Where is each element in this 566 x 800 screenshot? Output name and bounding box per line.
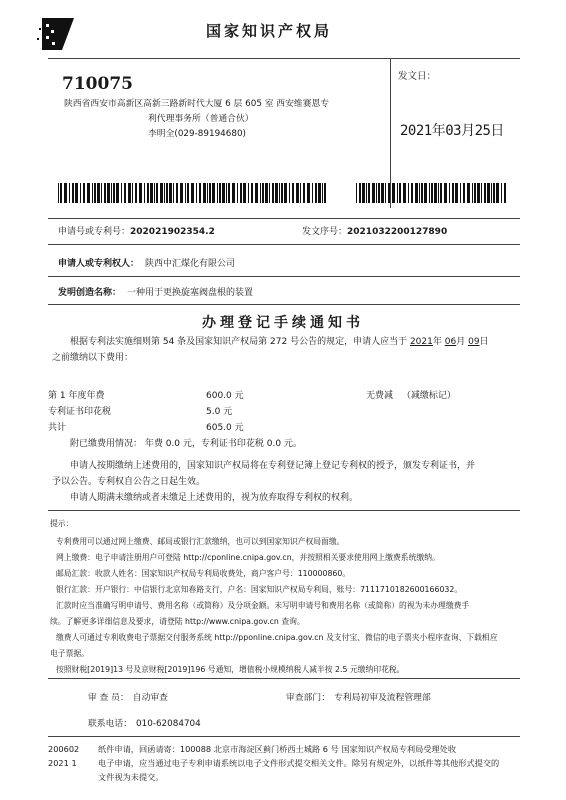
- fee-amount: 600.0 元: [206, 391, 244, 401]
- barcode-bar: [455, 183, 458, 203]
- barcode-bar: [429, 183, 430, 203]
- barcode-bar: [408, 183, 409, 203]
- barcode-bar: [376, 183, 377, 203]
- applicant-name: 陕西中汇煤化有限公司: [145, 259, 236, 269]
- fee-name: 第 1 年度年费: [48, 391, 105, 401]
- barcode-bar: [75, 183, 78, 203]
- notice-paragraph-2: 申请人期满未缴纳或者未缴足上述费用的，视为放弃取得专利权的权利。: [70, 493, 359, 503]
- address-line-1: 陕西省西安市高新区高新三路新时代大厦 6 层 605 室 西安维赛恩专: [64, 99, 330, 109]
- barcode-bar: [113, 183, 115, 203]
- barcode-bar: [463, 183, 465, 203]
- barcode-bar: [104, 183, 106, 203]
- barcode-bar: [203, 183, 206, 203]
- invention-name: 一种用于更换旋塞阀盘根的装置: [127, 288, 254, 298]
- barcode-bar: [240, 183, 242, 203]
- barcode-bar: [265, 183, 268, 203]
- department-label: 审查部门：: [286, 693, 330, 703]
- barcode-bar: [411, 183, 413, 203]
- barcode-bar: [58, 183, 59, 203]
- barcode-bar: [199, 183, 201, 203]
- info-rule-top: [48, 218, 520, 219]
- barcode-bar: [154, 183, 155, 203]
- barcode-bar: [300, 183, 301, 203]
- info-rule-2: [48, 276, 520, 277]
- barcode-bar: [501, 183, 502, 203]
- barcode-bar: [262, 183, 264, 203]
- notice-paragraph-1: [52, 458, 522, 490]
- examiner-label: 审 查 员：: [88, 693, 129, 703]
- barcode-bar: [212, 183, 215, 203]
- notice-intro: [52, 334, 522, 350]
- barcode-bar: [322, 183, 323, 203]
- barcode-bar: [237, 183, 238, 203]
- barcode-bar: [399, 183, 401, 203]
- barcode-bar: [185, 183, 186, 203]
- application-number-label: 申请号或专利号：: [58, 227, 131, 237]
- barcode-bar: [481, 183, 482, 203]
- note-item: 电子票据。: [50, 649, 89, 658]
- dispatch-date-label: 发文日：: [398, 71, 437, 82]
- barcode-bar: [359, 183, 361, 203]
- note-item: 银行汇款：开户银行：中信银行北京知春路支行，户名：国家知识产权局专利局，账号：7111710182600166032。: [56, 585, 463, 594]
- barcode-bar: [368, 183, 370, 203]
- barcode-bar: [460, 183, 461, 203]
- postcode: 710075: [62, 74, 133, 94]
- barcode-bar: [150, 183, 153, 203]
- barcode-bar: [180, 183, 183, 203]
- barcode-bar: [477, 183, 480, 203]
- info-rule-3: [48, 304, 520, 305]
- barcode-bar: [144, 183, 145, 203]
- barcode-bar: [187, 183, 189, 203]
- barcode-bar: [324, 183, 326, 203]
- agency-name: 国家知识产权局: [206, 22, 333, 40]
- reduction-note: （减缴标记）: [401, 391, 456, 401]
- examiner: 自动审查: [132, 693, 168, 703]
- cnipa-logo-icon: [36, 14, 80, 54]
- barcode-bar: [419, 183, 420, 203]
- applicant-row: [58, 256, 235, 269]
- barcode-bar: [378, 183, 380, 203]
- barcode-bar: [228, 183, 230, 203]
- barcode-bar: [289, 183, 290, 203]
- department-row: [286, 690, 431, 703]
- paper-submission-text: 纸件申请，回函请寄：100088 北京市海淀区蓟门桥西土城路 6 号 国家知识产权局专利局受理处收: [98, 744, 457, 754]
- barcode-icon: [356, 183, 506, 203]
- barcode-bar: [94, 183, 96, 203]
- barcode-bar: [296, 183, 299, 203]
- notice-title: 办理登记手续通知书: [202, 315, 364, 331]
- barcode-bar: [487, 183, 490, 203]
- application-number: 202021902354.2: [130, 227, 215, 237]
- barcode-bar: [248, 183, 249, 203]
- barcode-bar: [83, 183, 85, 203]
- barcode-bar: [226, 183, 227, 203]
- barcode-bar: [388, 183, 390, 203]
- barcode-bar: [209, 183, 211, 203]
- barcode-bar: [116, 183, 119, 203]
- examiner-row: [88, 690, 168, 703]
- intro-text: 根据专利法实施细则第 54 条及国家知识产权局第 272 号公告的规定，申请人应当于: [70, 337, 408, 347]
- barcode-bar: [385, 183, 386, 203]
- fee-row: [48, 404, 233, 417]
- form-code-2: 2021 1: [48, 758, 77, 768]
- applicant-label: 申请人或专利权人：: [58, 259, 140, 269]
- barcode-bar: [392, 183, 395, 203]
- barcode-bar: [243, 183, 246, 203]
- fee-amount: 5.0 元: [206, 407, 233, 417]
- barcode-bar: [191, 183, 194, 203]
- paragraph-1-line-1: 申请人按期缴纳上述费用的，国家知识产权局将在专利登记簿上登记专利权的授予，颁发专利证书，并: [70, 461, 476, 471]
- barcode-bar: [272, 183, 274, 203]
- reduction-status: [366, 388, 456, 401]
- paragraph-1-line-2: 予以公告。专利权自公告之日起生效。: [52, 477, 206, 487]
- address-line-2: 利代理事务所（普通合伙）: [148, 114, 254, 124]
- note-item: 汇款时应当准确写明申请号、费用名称（或简称）及分项金额。未写明申请号和费用名称（或简称）的视为未办理缴费手: [56, 601, 470, 610]
- due-day-unit: 日: [479, 337, 489, 347]
- fee-name: 共计: [48, 423, 67, 433]
- barcode-bar: [72, 183, 74, 203]
- note-item: 续。了解更多详细信息及要求，请登陆 http://www.cnipa.gov.cn 查询。: [50, 617, 305, 626]
- barcode-bar: [97, 183, 100, 203]
- barcode-bar: [101, 183, 102, 203]
- barcode-bar: [69, 183, 70, 203]
- barcode-bar: [449, 183, 450, 203]
- barcode-bar: [173, 183, 174, 203]
- barcode-bar: [147, 183, 149, 203]
- electronic-submission-text-2: 文件视为未提交。: [98, 772, 164, 782]
- barcode-bar: [164, 183, 165, 203]
- application-number-row: [58, 224, 215, 237]
- department: 专利局初审及流程管理部: [334, 693, 431, 703]
- notes-rule-bottom: [48, 678, 520, 679]
- barcode-bar: [217, 183, 218, 203]
- dispatch-date: 2021年03月25日: [400, 123, 504, 139]
- barcode-bar: [493, 183, 495, 203]
- barcode-bar: [111, 183, 112, 203]
- barcode-bar: [431, 183, 433, 203]
- barcode-bar: [232, 183, 235, 203]
- paid-fees-text: 附已缴费用情况： 年费 0.0 元，专利证书印花税 0.0 元。: [70, 439, 302, 449]
- serial-number: 2021032200127890: [347, 227, 448, 237]
- invention-row: [58, 285, 253, 298]
- fee-name: 专利证书印花税: [48, 407, 112, 417]
- barcode-bar: [255, 183, 258, 203]
- due-year: 2021: [409, 337, 433, 347]
- barcode-bar: [415, 183, 418, 203]
- serial-number-label: 发文序号：: [302, 227, 348, 237]
- barcode-bar: [496, 183, 499, 203]
- barcode-bar: [275, 183, 278, 203]
- due-day: 09: [468, 337, 480, 347]
- phone-label: 联系电话：: [88, 719, 132, 729]
- due-month: 06: [444, 337, 457, 347]
- note-item: 网上缴费：电子申请注册用户可登陆 http://cponline.cnipa.gov.cn，并按照相关要求使用网上缴费系统缴纳。: [56, 553, 440, 562]
- barcode-bar: [307, 183, 310, 203]
- recipient-address: [64, 97, 364, 142]
- barcode-bar: [251, 183, 253, 203]
- header-rule: [48, 58, 520, 59]
- barcode-bar: [440, 183, 442, 203]
- barcode-bar: [219, 183, 221, 203]
- barcode-bar: [318, 183, 321, 203]
- bottom-rule: [48, 736, 520, 737]
- barcode-bar: [474, 183, 476, 203]
- barcode-bar: [269, 183, 270, 203]
- reduction-label: 无费减: [366, 391, 394, 401]
- barcode-bar: [281, 183, 283, 203]
- due-year-unit: 年: [432, 337, 442, 347]
- barcode-bar: [312, 183, 313, 203]
- barcode-bar: [467, 183, 470, 203]
- barcode-bar: [424, 183, 427, 203]
- barcode-bar: [222, 183, 225, 203]
- barcode-bar: [303, 183, 305, 203]
- phone-row: [88, 716, 201, 729]
- barcode-bar: [207, 183, 208, 203]
- barcode-bar: [124, 183, 126, 203]
- barcode-bar: [284, 183, 287, 203]
- barcode-bar: [176, 183, 178, 203]
- barcode-bar: [397, 183, 398, 203]
- note-item: 缴费人可通过专利收费电子票据交付服务系统 http://pponline.cnipa.gov.cn 及支付宝、微信的电子票夹小程序查询、下载相应: [56, 633, 498, 642]
- barcode-bar: [279, 183, 280, 203]
- barcode-icon: [58, 183, 328, 203]
- note-item: 专利费用可以通过网上缴费、邮局或银行汇款缴纳，也可以到国家知识产权局面缴。: [56, 537, 345, 546]
- address-line-3: 李明全(029-89194680): [148, 129, 246, 139]
- note-item: 按照财税[2019]13 号及京财税[2019]196 号通知，增值税小规模纳税人减半按 2.5 元缴纳印花税。: [56, 665, 405, 674]
- barcode-bar: [504, 183, 506, 203]
- barcode-bar: [366, 183, 367, 203]
- barcode-bar: [452, 183, 454, 203]
- barcode-bar: [372, 183, 375, 203]
- fee-row-total: [48, 420, 244, 433]
- barcode-bar: [107, 183, 110, 203]
- notes-heading: 提示：: [50, 519, 74, 528]
- invention-label: 发明创造名称：: [58, 288, 122, 298]
- barcode-bar: [80, 183, 81, 203]
- barcode-bar: [444, 183, 447, 203]
- barcode-bar: [135, 183, 137, 203]
- fee-row: [48, 388, 244, 401]
- intro-continuation: 之前缴纳以下费用：: [52, 353, 134, 363]
- barcode-bar: [60, 183, 62, 203]
- barcode-bar: [292, 183, 294, 203]
- phone: 010-62084704: [136, 719, 201, 729]
- barcode-bar: [87, 183, 90, 203]
- note-item: 邮局汇款：收款人姓名：国家知识产权局专利局收费处，商户客户号：110000860。: [56, 569, 351, 578]
- notes-rule-top: [48, 510, 520, 511]
- barcode-bar: [491, 183, 492, 203]
- serial-number-row: [302, 224, 447, 237]
- form-code-1: 200602: [48, 744, 80, 754]
- electronic-submission-text-1: 电子申请，应当通过电子专利申请系统以电子文件形式提交相关文件。除另有规定外，以纸件等其他形式提交的: [98, 758, 500, 768]
- barcode-bar: [92, 183, 93, 203]
- barcode-bar: [434, 183, 437, 203]
- barcode-bar: [64, 183, 67, 203]
- barcode-bar: [484, 183, 486, 203]
- barcode-bar: [166, 183, 168, 203]
- barcode-bar: [121, 183, 122, 203]
- barcode-bar: [156, 183, 158, 203]
- barcode-bar: [438, 183, 439, 203]
- barcode-bar: [362, 183, 365, 203]
- barcode-bar: [260, 183, 261, 203]
- barcode-bar: [472, 183, 473, 203]
- fee-amount: 605.0 元: [206, 423, 244, 433]
- barcode-bar: [315, 183, 317, 203]
- barcode-bar: [356, 183, 357, 203]
- barcode-bar: [403, 183, 406, 203]
- barcode-bar: [196, 183, 197, 203]
- barcode-bar: [128, 183, 131, 203]
- barcode-bar: [160, 183, 163, 203]
- barcode-bar: [132, 183, 133, 203]
- barcode-bar: [139, 183, 142, 203]
- barcode-bar: [421, 183, 423, 203]
- info-rule-1: [48, 244, 520, 245]
- due-month-unit: 月: [456, 337, 466, 347]
- barcode-bar: [169, 183, 172, 203]
- barcode-bar: [381, 183, 384, 203]
